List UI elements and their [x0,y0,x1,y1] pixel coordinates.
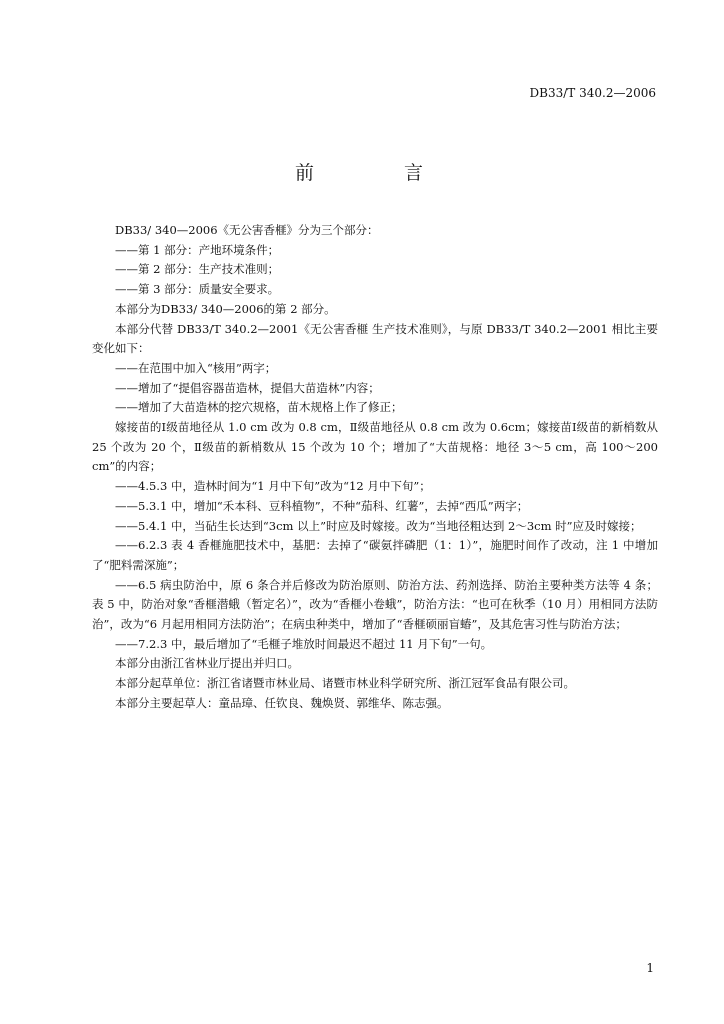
paragraph-drafters: 本部分主要起草人：童品璋、任钦良、魏焕贤、郭维华、陈志强。 [115,695,449,710]
paragraph-replaces: 本部分代替 DB33/T 340.2—2001《无公害香榧 生产技术准则》，与原 DB33/T 340.2—2001 相比主要变化如下： [92,321,658,356]
standard-code-header: DB33/T 340.2—2006 [529,86,656,100]
paragraph-intro: DB33/ 340—2006《无公害香榧》分为三个部分： [115,223,379,237]
paragraph-drafting-units: 本部分起草单位：浙江省诸暨市林业局、诸暨市林业科学研究所、浙江冠军食品有限公司。 [115,676,575,691]
list-item-part-3: ——第 3 部分：质量安全要求。 [115,282,280,297]
change-item-5-3-1: ——5.3.1 中，增加“禾本科、豆科植物”，不种“茄科、红薯”，去掉“西瓜”两字； [115,498,529,513]
change-item-6-2-3: ——6.2.3 表 4 香榧施肥技术中，基肥：去掉了“碳氨拌磷肥（1：1）”，施肥时间作了改动，注 1 中增加了“肥料需深施”； [92,538,658,572]
change-item-6-5: ——6.5 病虫防治中，原 6 条合并后修改为防治原则、防治方法、药剂选择、防治主要种类方法等 4 条；表 5 中，防治对象“香榧潜蛾（暂定名）”，改为“香榧小卷蛾”，防治方法：“也可在秋季（10 月）用相同方法防治”，改为“6 月起用相同方法防治”；在病虫种类中，增加了“香榧硕丽盲蝽”，及其危害习性与防治方法； [92,577,658,632]
paragraph-this-part: 本部分为DB33/ 340—2006的第 2 部分。 [115,301,336,316]
page-number: 1 [646,961,654,975]
foreword-body [92,221,658,714]
change-item-5-4-1: ——5.4.1 中，当砧生长达到“3cm 以上”时应及时嫁接。改为“当地径粗达到 2～3cm 时”应及时嫁接； [115,518,642,533]
change-item-scope: ——在范围中加入“核用”两字； [115,360,277,375]
change-item-7-2-3: ——7.2.3 中，最后增加了“毛榧子堆放时间最迟不超过 11 月下旬”一句。 [115,636,493,651]
paragraph-proposer: 本部分由浙江省林业厅提出并归口。 [115,656,299,671]
page-title: 前 言 [294,162,466,184]
change-item-pit-spec: ——增加了大苗造林的挖穴规格，苗木规格上作了修正； [115,400,403,415]
change-item-container-seedlings: ——增加了“提倡容器苗造林，提倡大苗造林”内容； [115,380,380,395]
paragraph-grafted-seedlings: 嫁接苗的Ⅰ级苗地径从 1.0 cm 改为 0.8 cm，Ⅱ级苗地径从 0.8 cm 改为 0.6cm；嫁接苗Ⅰ级苗的新梢数从 25 个改为 20 个，Ⅱ级苗的新梢数从 15 个改为 10 个；增加了“大苗规格：地径 3～5 cm，高 100～200 cm”的内容； [92,420,658,474]
list-item-part-2: ——第 2 部分：生产技术准则； [115,262,280,277]
list-item-part-1: ——第 1 部分：产地环境条件； [115,242,280,257]
change-item-4-5-3: ——4.5.3 中，造林时间为“1 月中下旬”改为“12 月中下旬”； [115,479,431,494]
